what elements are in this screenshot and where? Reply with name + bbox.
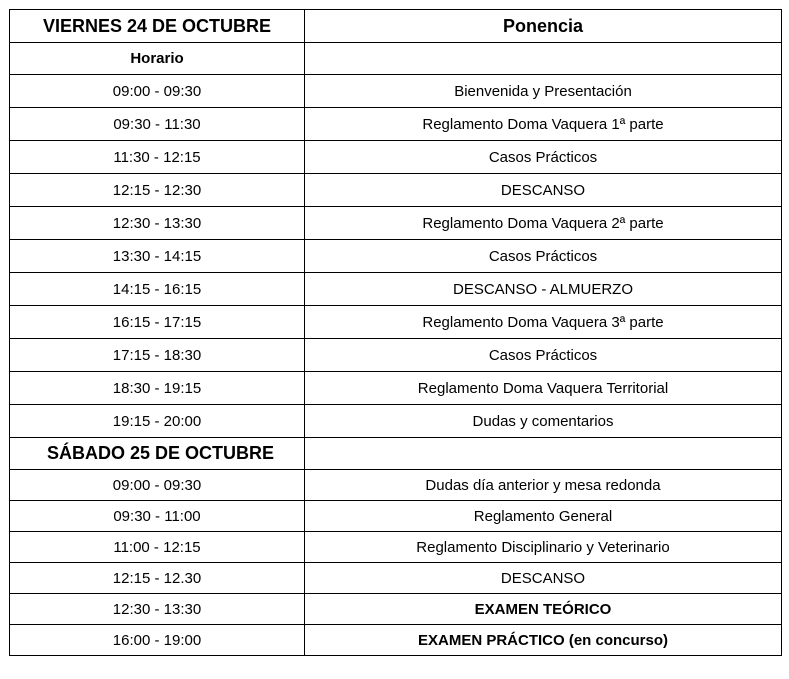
table-row (10, 141, 782, 174)
talk-column-header: Ponencia (305, 10, 782, 43)
table-row (10, 306, 782, 339)
subheader-empty-cell (305, 43, 782, 75)
subheader-row (10, 43, 782, 75)
table-row (10, 108, 782, 141)
time-cell: 12:15 - 12:30 (10, 174, 305, 207)
talk-cell: Reglamento Doma Vaquera 1ª parte (305, 108, 782, 141)
talk-cell: Dudas y comentarios (305, 405, 782, 438)
talk-cell: Bienvenida y Presentación (305, 75, 782, 108)
day2-title: SÁBADO 25 DE OCTUBRE (10, 438, 305, 470)
time-column-header: Horario (10, 43, 305, 75)
table-row (10, 501, 782, 532)
time-cell: 17:15 - 18:30 (10, 339, 305, 372)
talk-cell: Reglamento General (305, 501, 782, 532)
table-row (10, 470, 782, 501)
time-cell: 11:00 - 12:15 (10, 532, 305, 563)
day2-header-row (10, 438, 782, 470)
table-row (10, 174, 782, 207)
time-cell: 11:30 - 12:15 (10, 141, 305, 174)
talk-cell: Reglamento Doma Vaquera Territorial (305, 372, 782, 405)
talk-cell: Dudas día anterior y mesa redonda (305, 470, 782, 501)
time-cell: 16:00 - 19:00 (10, 625, 305, 656)
time-cell: 09:00 - 09:30 (10, 470, 305, 501)
table-row (10, 207, 782, 240)
table-row (10, 625, 782, 656)
talk-cell: Casos Prácticos (305, 240, 782, 273)
table-row (10, 532, 782, 563)
talk-cell: Reglamento Disciplinario y Veterinario (305, 532, 782, 563)
talk-cell: Reglamento Doma Vaquera 2ª parte (305, 207, 782, 240)
talk-cell: DESCANSO (305, 563, 782, 594)
table-header-row (10, 10, 782, 43)
time-cell: 14:15 - 16:15 (10, 273, 305, 306)
time-cell: 16:15 - 17:15 (10, 306, 305, 339)
table-row (10, 240, 782, 273)
time-cell: 12:30 - 13:30 (10, 207, 305, 240)
time-cell: 13:30 - 14:15 (10, 240, 305, 273)
talk-cell: EXAMEN PRÁCTICO (en concurso) (305, 625, 782, 656)
day1-title: VIERNES 24 DE OCTUBRE (10, 10, 305, 43)
time-cell: 19:15 - 20:00 (10, 405, 305, 438)
time-cell: 09:30 - 11:30 (10, 108, 305, 141)
table-row (10, 594, 782, 625)
talk-cell: Reglamento Doma Vaquera 3ª parte (305, 306, 782, 339)
talk-cell: Casos Prácticos (305, 339, 782, 372)
table-row (10, 339, 782, 372)
talk-cell: EXAMEN TEÓRICO (305, 594, 782, 625)
time-cell: 18:30 - 19:15 (10, 372, 305, 405)
table-row (10, 372, 782, 405)
table-row (10, 75, 782, 108)
table-row (10, 273, 782, 306)
time-cell: 12:30 - 13:30 (10, 594, 305, 625)
day2-header-empty-cell (305, 438, 782, 470)
talk-cell: Casos Prácticos (305, 141, 782, 174)
time-cell: 09:30 - 11:00 (10, 501, 305, 532)
table-row (10, 563, 782, 594)
talk-cell: DESCANSO (305, 174, 782, 207)
talk-cell: DESCANSO - ALMUERZO (305, 273, 782, 306)
time-cell: 12:15 - 12.30 (10, 563, 305, 594)
schedule-table (9, 9, 782, 656)
table-row (10, 405, 782, 438)
time-cell: 09:00 - 09:30 (10, 75, 305, 108)
